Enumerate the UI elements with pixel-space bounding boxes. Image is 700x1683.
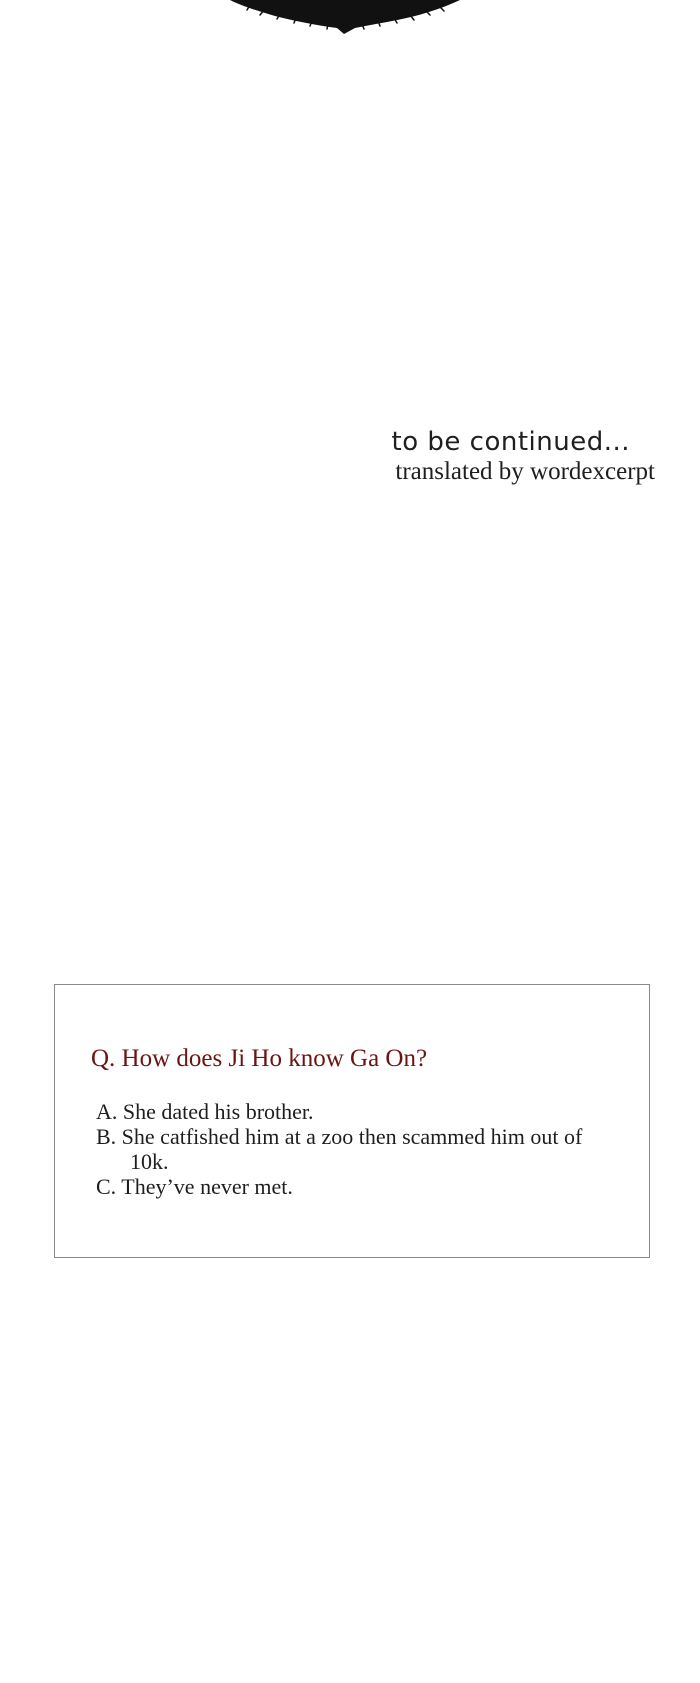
chapter-ending xyxy=(300,425,655,487)
quiz-box xyxy=(54,984,650,1258)
hair-silhouette-art xyxy=(230,0,460,34)
quiz-answer-c: C. They’ve never met. xyxy=(96,1174,293,1199)
quiz-answer-a: A. She dated his brother. xyxy=(96,1099,314,1124)
to-be-continued-text: to be continued... xyxy=(391,427,630,457)
quiz-answer-list xyxy=(96,1099,616,1199)
quiz-answer-b: B. She catfished him at a zoo then scammed him out of 10k. xyxy=(96,1124,583,1174)
translator-credit: translated by wordexcerpt xyxy=(395,458,655,485)
quiz-question: Q. How does Ji Ho know Ga On? xyxy=(91,1045,428,1072)
